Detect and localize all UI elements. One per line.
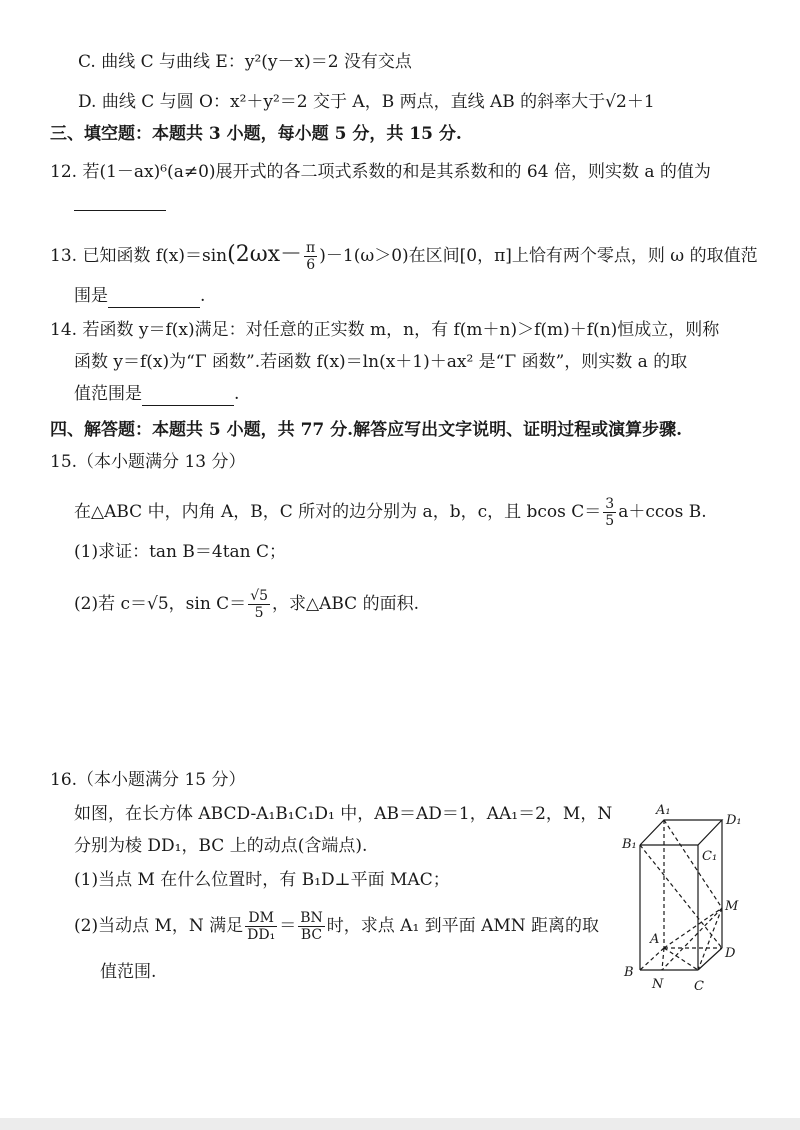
question-14-line1: 14. 若函数 y＝f(x)满足：对任意的正实数 m，n，有 f(m＋n)＞f(m)＋f(n)恒成立，则称 — [50, 320, 720, 340]
label-b1: B₁ — [622, 837, 637, 852]
question-16-part-2-line2: 值范围. — [100, 962, 157, 982]
question-16-fraction-dm: $\frac{DM}{\text{DD₁}}$ — [247, 910, 276, 943]
question-15-part-2: (2)若 c＝√5，sin C＝ $\frac{√5}{5}$ ，求△ABC 的面积. — [74, 588, 419, 621]
question-14-line3: 值范围是 . — [74, 384, 240, 404]
page-bottom-bar — [0, 1118, 800, 1130]
line-mc — [698, 908, 722, 970]
question-14-blank — [142, 387, 234, 406]
question-15-part-1: (1)求证：tan B＝4tan C； — [74, 542, 287, 562]
question-13-blank — [108, 289, 200, 308]
question-16-part-2: (2)当动点 M，N 满足 $\frac{DM}{\text{DD₁}}$ ＝ $\frac{BN}{BC}$ 时，求点 A₁ 到平面 AMN 距离的取 — [74, 910, 600, 943]
edge-cd — [698, 948, 722, 970]
question-15-stem: 在△ABC 中，内角 A，B，C 所对的边分别为 a，b，c，且 bcos C＝ $\frac{3}{5}$ a＋ccos B. — [74, 496, 707, 529]
label-b: B — [624, 965, 634, 980]
question-13-prefix: 13. 已知函数 f(x)＝sin — [50, 246, 228, 266]
option-c: C. 曲线 C 与曲线 E：y²(y－x)＝2 没有交点 — [78, 52, 412, 72]
section-3-heading: 三、填空题：本题共 3 小题，每小题 5 分，共 15 分. — [50, 124, 462, 144]
question-13-line2: 围是 . — [74, 286, 206, 306]
label-a: A — [650, 932, 660, 947]
line-am — [664, 908, 722, 948]
top-face-edges — [640, 820, 722, 845]
question-13-fraction: $\frac{\pi}{6}$ — [306, 240, 316, 273]
question-13 — [50, 240, 758, 273]
label-d1: D₁ — [726, 813, 742, 828]
question-16-line1: 如图，在长方体 ABCD-A₁B₁C₁D₁ 中，AB＝AD＝1，AA₁＝2，M，N — [74, 804, 613, 824]
question-14-line2: 函数 y＝f(x)为“Γ 函数”.若函数 f(x)＝ln(x＋1)＋ax² 是“Γ 函数”，则实数 a 的取 — [74, 352, 688, 372]
label-d: D — [725, 946, 736, 961]
label-n: N — [652, 977, 664, 992]
question-16-part-1: (1)当点 M 在什么位置时，有 B₁D⊥平面 MAC； — [74, 870, 450, 890]
question-15-fraction: $\frac{3}{5}$ — [605, 496, 615, 529]
section-4-heading: 四、解答题：本题共 5 小题，共 77 分.解答应写出文字说明、证明过程或演算步骤. — [50, 420, 682, 440]
question-12-blank — [74, 192, 166, 211]
question-13-suffix: )－1(ω＞0)在区间[0，π]上恰有两个零点，则 ω 的取值范 — [319, 246, 758, 266]
question-15-part-2-fraction: $\frac{√5}{5}$ — [250, 588, 269, 621]
question-12: 12. 若(1－ax)⁶(a≠0)展开式的各二项式系数的和是其系数和的 64 倍，则实数 a 的值为 — [50, 162, 711, 182]
question-13-paren: (2ωx－ — [227, 242, 303, 267]
cuboid-figure — [612, 800, 762, 1000]
question-16-header: 16.（本小题满分 15 分） — [50, 770, 246, 790]
question-16-fraction-bn: $\frac{BN}{BC}$ — [300, 910, 323, 943]
line-ac — [664, 948, 698, 970]
label-c: C — [694, 979, 704, 994]
question-15-header: 15.（本小题满分 13 分） — [50, 452, 246, 472]
label-a1: A₁ — [656, 803, 671, 818]
edge-ab — [640, 948, 664, 970]
line-an — [662, 948, 664, 970]
question-16-line2: 分别为棱 DD₁，BC 上的动点(含端点). — [74, 836, 368, 856]
line-a1m — [664, 820, 722, 908]
label-c1: C₁ — [702, 849, 718, 864]
line-mn — [662, 908, 722, 970]
label-m: M — [725, 899, 739, 914]
option-d: D. 曲线 C 与圆 O：x²＋y²＝2 交于 A，B 两点，直线 AB 的斜率大于√2＋1 — [78, 92, 655, 112]
